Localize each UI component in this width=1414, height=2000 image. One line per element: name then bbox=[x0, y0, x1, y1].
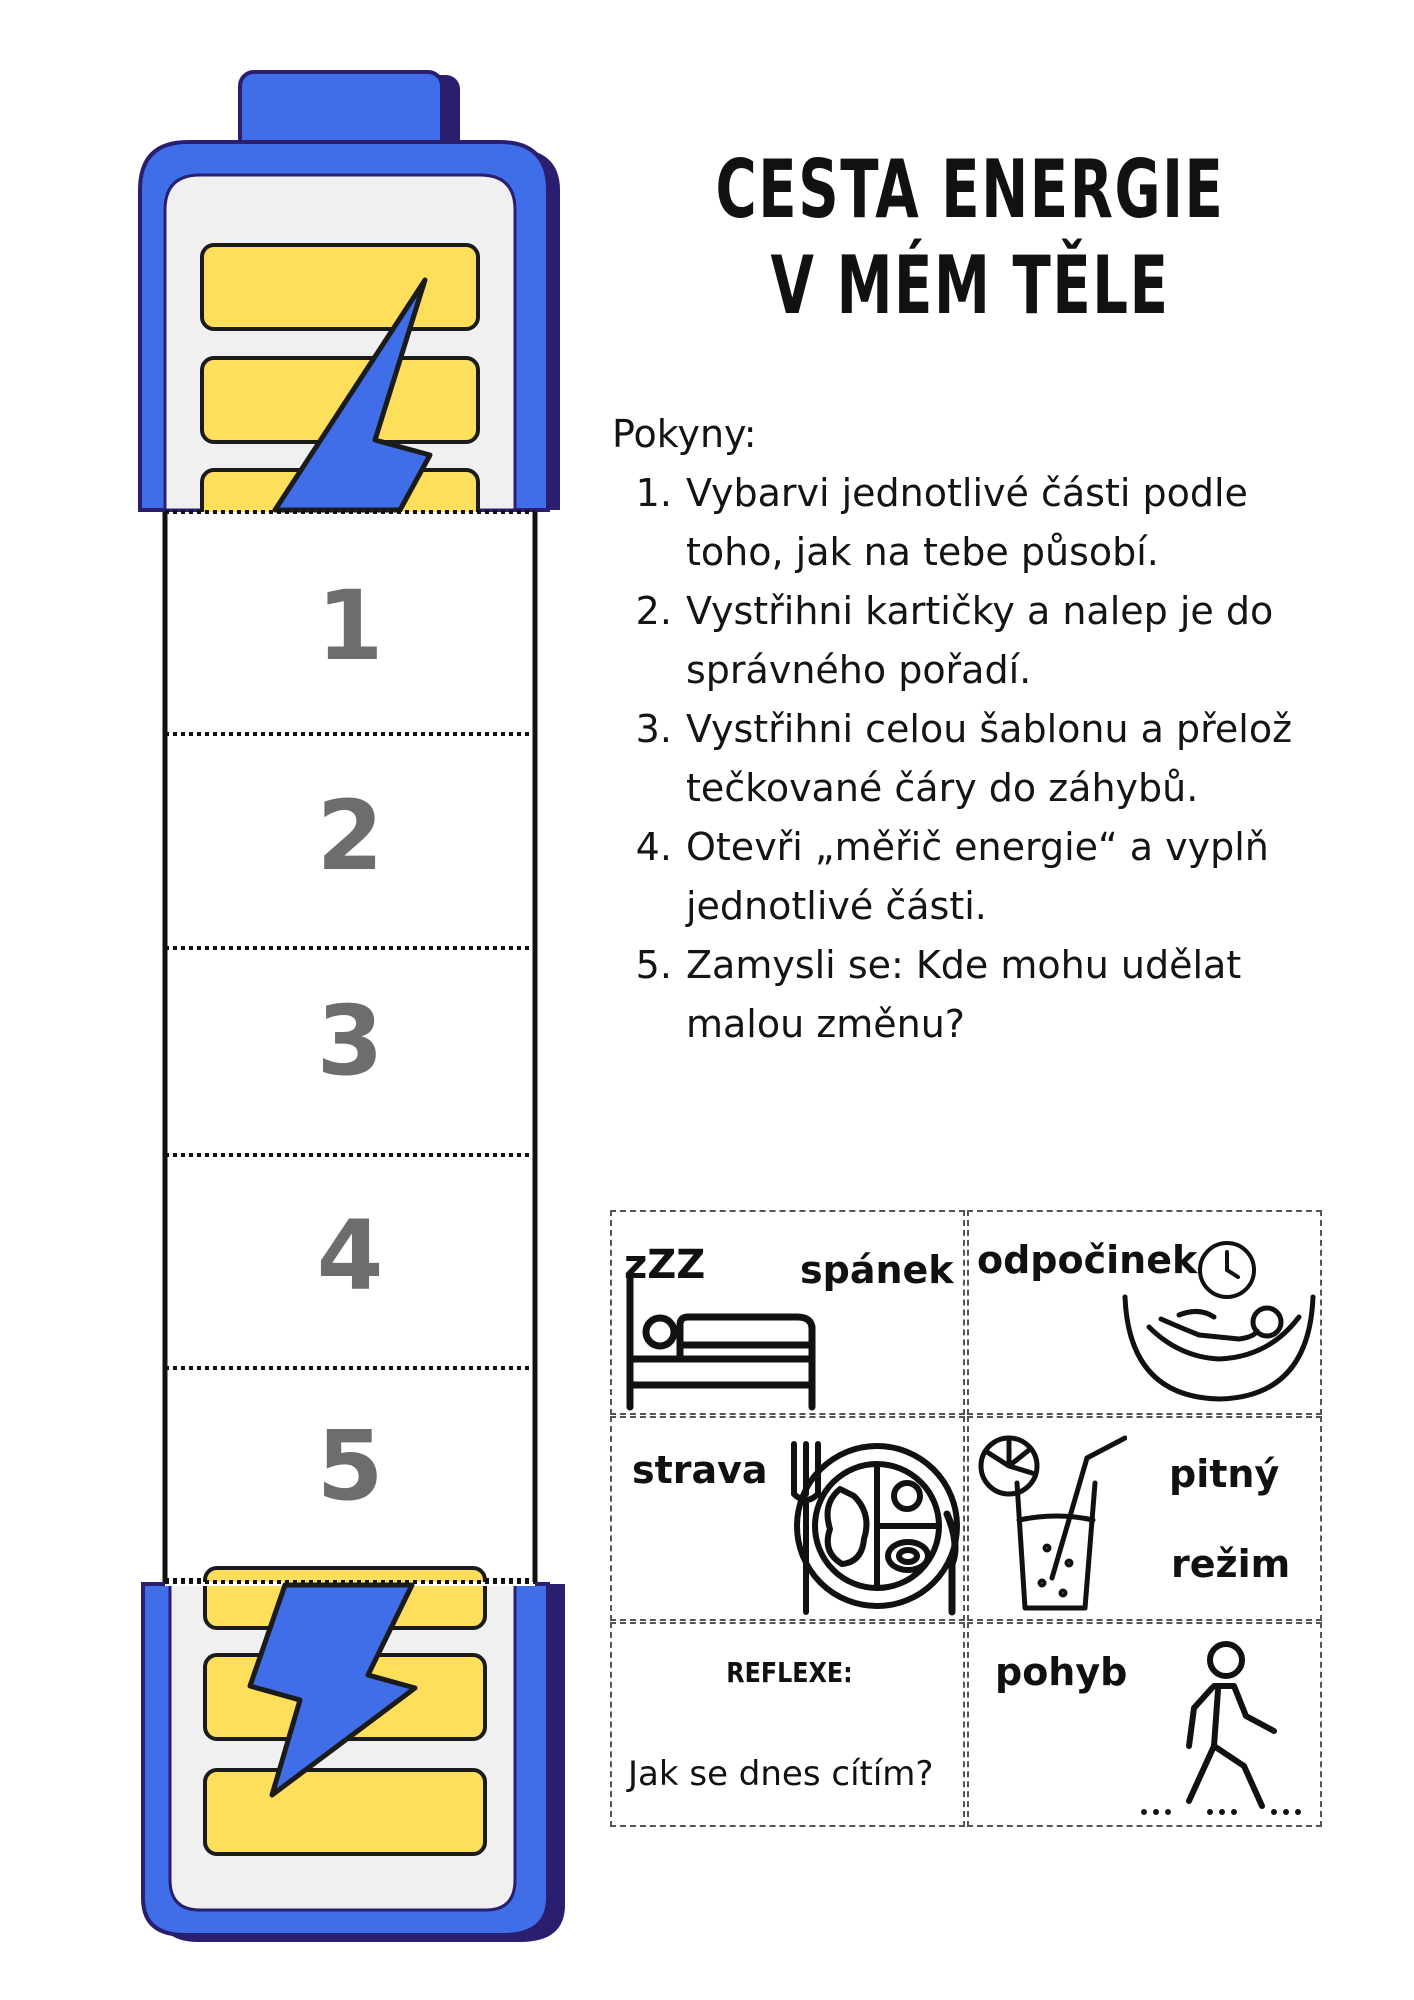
instructions bbox=[612, 405, 1332, 1054]
instruction-step: 3. Vystřihni celou šablonu a přelož tečkované čáry do záhybů. bbox=[684, 700, 1332, 818]
segment-number-2: 2 bbox=[316, 780, 384, 892]
hammock-icon bbox=[1119, 1287, 1319, 1407]
zzz-text: zZZ bbox=[624, 1242, 706, 1288]
segment-number-5: 5 bbox=[316, 1410, 384, 1522]
segment-number-4: 4 bbox=[316, 1200, 384, 1312]
card-food bbox=[610, 1416, 965, 1621]
reflection-question: Jak se dnes cítím? bbox=[628, 1754, 934, 1794]
instruction-step: 2. Vystřihni kartičky a nalep je do správného pořadí. bbox=[684, 582, 1332, 700]
cutout-cards bbox=[610, 1210, 1324, 1826]
bed-icon bbox=[622, 1267, 822, 1412]
card-drinking bbox=[967, 1416, 1322, 1621]
drink-glass-icon bbox=[977, 1428, 1127, 1618]
card-reflection bbox=[610, 1622, 965, 1827]
card-drinking-label-2: režim bbox=[1171, 1542, 1291, 1586]
plate-icon bbox=[782, 1434, 967, 1619]
battery-cell bbox=[205, 1770, 485, 1854]
reflection-heading: REFLEXE: bbox=[726, 1656, 853, 1689]
segment-number-1: 1 bbox=[316, 570, 384, 682]
battery-cell bbox=[202, 245, 478, 329]
instruction-step: 1. Vybarvi jednotlivé části podle toho, jak na tebe působí. bbox=[684, 464, 1332, 582]
card-movement bbox=[967, 1622, 1322, 1827]
instructions-label: Pokyny: bbox=[612, 412, 757, 456]
page-title: CESTA ENERGIE V MÉM TĚLE bbox=[715, 143, 1225, 332]
card-drinking-label-1: pitný bbox=[1169, 1452, 1280, 1496]
instruction-step: 5. Zamysli se: Kde mohu udělat malou změnu? bbox=[684, 936, 1332, 1054]
instructions-list bbox=[612, 464, 1332, 1054]
segment-number-3: 3 bbox=[316, 985, 384, 1097]
walking-person-icon bbox=[1134, 1636, 1319, 1826]
card-sleep bbox=[610, 1210, 965, 1415]
card-food-label: strava bbox=[632, 1448, 768, 1492]
card-movement-label: pohyb bbox=[995, 1650, 1128, 1694]
card-rest bbox=[967, 1210, 1322, 1415]
card-sleep-label: spánek bbox=[800, 1248, 954, 1292]
instruction-step: 4. Otevři „měřič energie“ a vyplň jednotlivé části. bbox=[684, 818, 1332, 936]
card-rest-label: odpočinek bbox=[977, 1238, 1198, 1282]
